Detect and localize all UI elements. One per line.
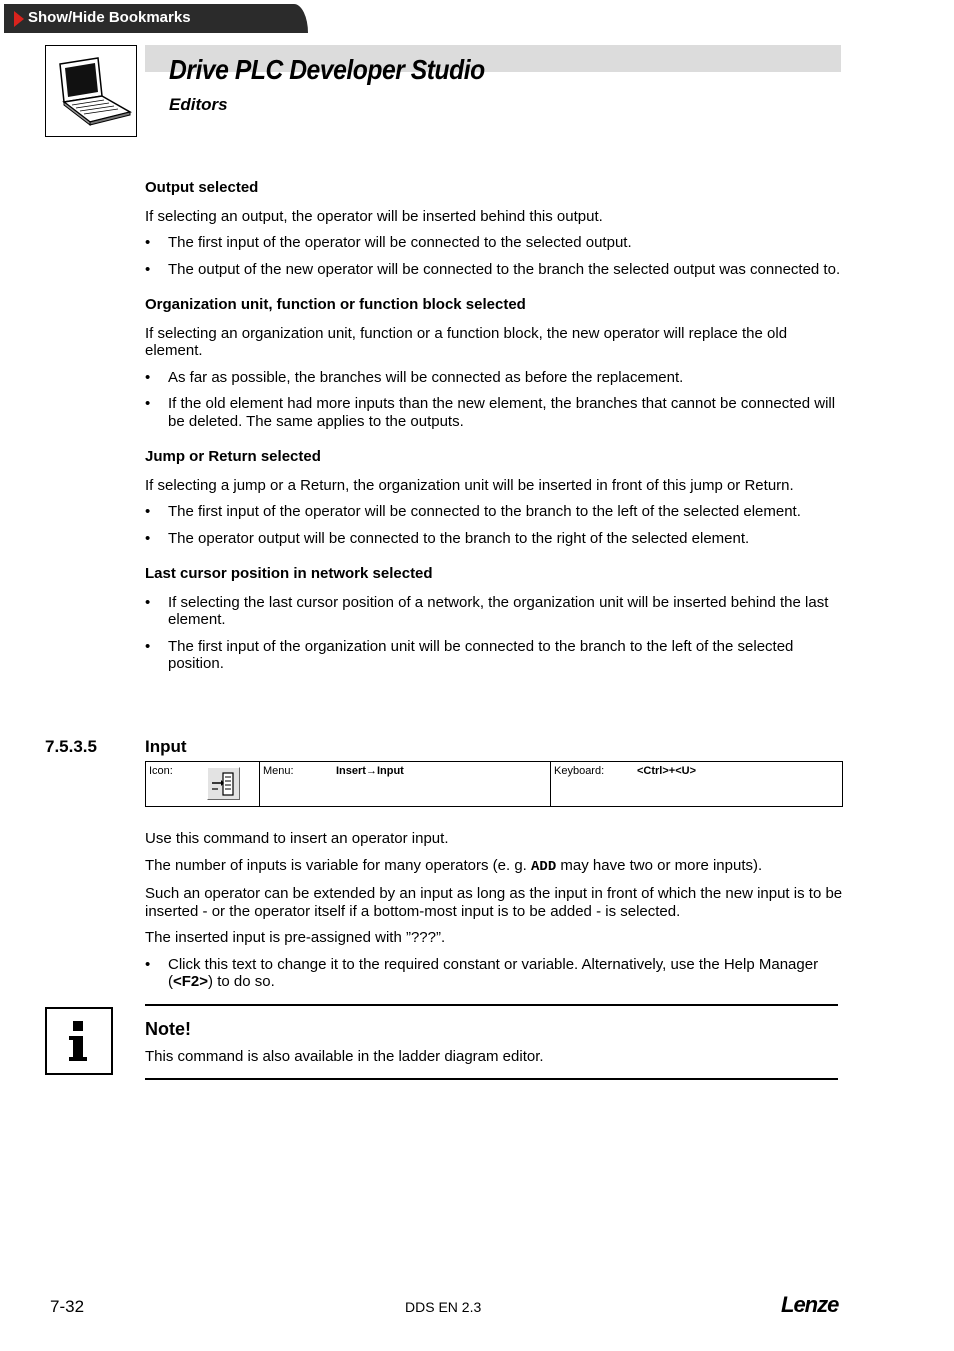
list-item: • If the old element had more inputs than the new element, the branches that cannot be connected will be deleted. The same applies to the outputs. xyxy=(145,395,845,430)
info-icon xyxy=(45,1007,113,1075)
page-subtitle: Editors xyxy=(169,95,228,114)
menu-path: Insert→Input xyxy=(336,765,404,777)
keyboard-shortcut: <Ctrl>+<U> xyxy=(637,765,697,777)
show-hide-bookmarks-button[interactable] xyxy=(4,4,308,33)
subsection-title: Input xyxy=(145,737,187,756)
icon-cell xyxy=(149,762,259,806)
insert-input-icon[interactable] xyxy=(207,767,240,800)
menu-cell xyxy=(263,762,548,806)
paragraph: Such an operator can be extended by an input as long as the input in front of which the new input is to be inserted - or the operator itself if a bottom-most input is to be added - is selected. xyxy=(145,885,843,920)
icon-label: Icon: xyxy=(149,765,173,777)
subsection-number: 7.5.3.5 xyxy=(45,737,97,756)
keyboard-label: Keyboard: xyxy=(554,765,605,777)
bullet-list xyxy=(145,234,845,278)
laptop-icon xyxy=(46,46,136,136)
bookmark-tab-label: Show/Hide Bookmarks xyxy=(28,9,191,26)
section-heading: Organization unit, function or function block selected xyxy=(145,296,526,313)
note-divider-top xyxy=(145,1004,838,1006)
code-add: ADD xyxy=(531,858,557,875)
main-content xyxy=(145,179,845,682)
bullet-list xyxy=(145,369,845,431)
section-intro: If selecting a jump or a Return, the organization unit will be inserted in front of this jump or Return. xyxy=(145,476,794,494)
keyboard-cell xyxy=(554,762,834,806)
section-intro: If selecting an output, the operator will be inserted behind this output. xyxy=(145,207,603,225)
note-text: This command is also available in the ladder diagram editor. xyxy=(145,1048,544,1065)
bookmark-arrow-icon xyxy=(14,11,24,27)
note-title: Note! xyxy=(145,1019,191,1039)
lenze-logo: Lenze xyxy=(781,1292,839,1317)
bullet-list xyxy=(145,956,845,991)
section-organization-unit-selected xyxy=(145,296,845,430)
list-item: • The operator output will be connected to the branch to the right of the selected element. xyxy=(145,530,845,548)
menu-label: Menu: xyxy=(263,765,294,777)
input-description xyxy=(145,830,845,991)
list-item: • Click this text to change it to the required constant or variable. Alternatively, use the Help Manager (<F2>) to do so. xyxy=(145,956,845,991)
section-jump-return-selected xyxy=(145,448,845,547)
f2-key: <F2> xyxy=(173,973,209,990)
bullet-list xyxy=(145,503,845,547)
list-item: • As far as possible, the branches will be connected as before the replacement. xyxy=(145,369,845,387)
note-divider-bottom xyxy=(145,1078,838,1080)
laptop-logo xyxy=(45,45,137,137)
list-item: • If selecting the last cursor position of a network, the organization unit will be inserted behind the last element. xyxy=(145,594,845,629)
document-id: DDS EN 2.3 xyxy=(405,1299,482,1315)
page-title: Drive PLC Developer Studio xyxy=(169,54,485,85)
section-heading: Jump or Return selected xyxy=(145,448,321,465)
list-item: • The first input of the operator will be connected to the branch to the left of the selected element. xyxy=(145,503,845,521)
list-item: • The output of the new operator will be connected to the branch the selected output was connected to. xyxy=(145,261,845,279)
page-number: 7-32 xyxy=(50,1297,85,1316)
section-output-selected xyxy=(145,179,845,278)
arrow-right-icon: → xyxy=(365,765,377,777)
list-item: • The first input of the operator will be connected to the selected output. xyxy=(145,234,845,252)
section-intro: If selecting an organization unit, function or a function block, the new operator will replace the old element. xyxy=(145,324,788,359)
section-heading: Last cursor position in network selected xyxy=(145,565,433,582)
section-heading: Output selected xyxy=(145,179,259,196)
paragraph: The number of inputs is variable for many operators (e. g. ADD may have two or more inputs). xyxy=(145,856,763,875)
list-item: • The first input of the organization unit will be connected to the branch to the left of the selected position. xyxy=(145,638,845,673)
paragraph: The inserted input is pre-assigned with ”???”. xyxy=(145,929,446,946)
paragraph: Use this command to insert an operator input. xyxy=(145,830,449,847)
bullet-list xyxy=(145,594,845,673)
command-table xyxy=(145,761,843,807)
section-last-cursor-position xyxy=(145,565,845,673)
